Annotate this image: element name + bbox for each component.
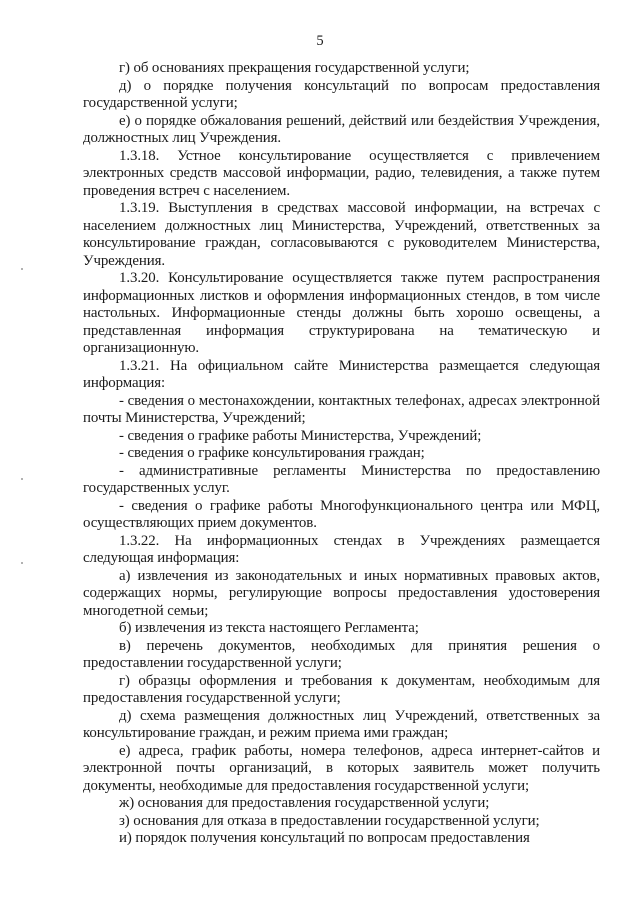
- page-number: 5: [316, 33, 324, 49]
- list-item: д) схема размещения должностных лиц Учреждений, ответственных за консультирование граждан, и режим приема ими граждан;: [83, 707, 600, 741]
- paragraph: 1.3.20. Консультирование осуществляется также путем распространения информационных листков и оформления информационных стендов, в том числе настольных. Информационные стенды должны быть хорошо освещены, а представленная информация структурирована на тематическую и организационную.: [83, 270, 600, 356]
- list-item: в) перечень документов, необходимых для принятия решения о предоставлении государственной услуги;: [83, 637, 600, 671]
- scan-margin-mark: [21, 562, 23, 564]
- list-item: г) образцы оформления и требования к документам, необходимым для предоставления государственной услуги;: [83, 672, 600, 706]
- list-item: а) извлечения из законодательных и иных нормативных правовых актов, содержащих нормы, регулирующие вопросы предоставления удостоверения многодетной семьи;: [83, 567, 600, 619]
- list-item: ж) основания для предоставления государственной услуги;: [119, 795, 490, 811]
- paragraph: 1.3.22. На информационных стендах в Учреждениях размещается следующая информация:: [83, 532, 600, 566]
- document-body: [83, 60, 600, 848]
- paragraph: 1.3.19. Выступления в средствах массовой информации, на встречах с населением должностных лиц Министерства, Учреждений, ответственных за консультирование граждан, согласовываются с руководителем Министерства, Учреждения.: [83, 200, 600, 269]
- paragraph: д) о порядке получения консультаций по вопросам предоставления государственной услуги;: [83, 77, 600, 111]
- list-item: - сведения о местонахождении, контактных телефонах, адресах электронной почты Министерства, Учреждений;: [83, 392, 600, 426]
- list-item: - административные регламенты Министерства по предоставлению государственных услуг.: [83, 462, 600, 496]
- scan-margin-mark: [21, 268, 23, 270]
- paragraph: 1.3.18. Устное консультирование осуществляется с привлечением электронных средств массовой информации, радио, телевидения, а также путем проведения встреч с населением.: [83, 147, 600, 199]
- list-item: и) порядок получения консультаций по вопросам предоставления: [119, 830, 530, 846]
- paragraph: г) об основаниях прекращения государственной услуги;: [119, 60, 470, 76]
- list-item: - сведения о графике работы Министерства, Учреждений;: [119, 427, 482, 444]
- scan-margin-mark: [21, 478, 23, 480]
- list-item: з) основания для отказа в предоставлении государственной услуги;: [119, 812, 540, 829]
- list-item: б) извлечения из текста настоящего Регламента;: [119, 620, 419, 636]
- list-item: е) адреса, график работы, номера телефонов, адреса интернет-сайтов и электронной почты организаций, в которых заявитель может получить документы, необходимые для предоставления государственной услуги;: [83, 742, 600, 794]
- list-item: - сведения о графике работы Многофункционального центра или МФЦ, осуществляющих прием документов.: [83, 497, 600, 531]
- list-item: - сведения о графике консультирования граждан;: [119, 445, 425, 461]
- paragraph: 1.3.21. На официальном сайте Министерства размещается следующая информация:: [83, 357, 600, 391]
- paragraph: е) о порядке обжалования решений, действий или бездействия Учреждения, должностных лиц Учреждения.: [83, 112, 600, 146]
